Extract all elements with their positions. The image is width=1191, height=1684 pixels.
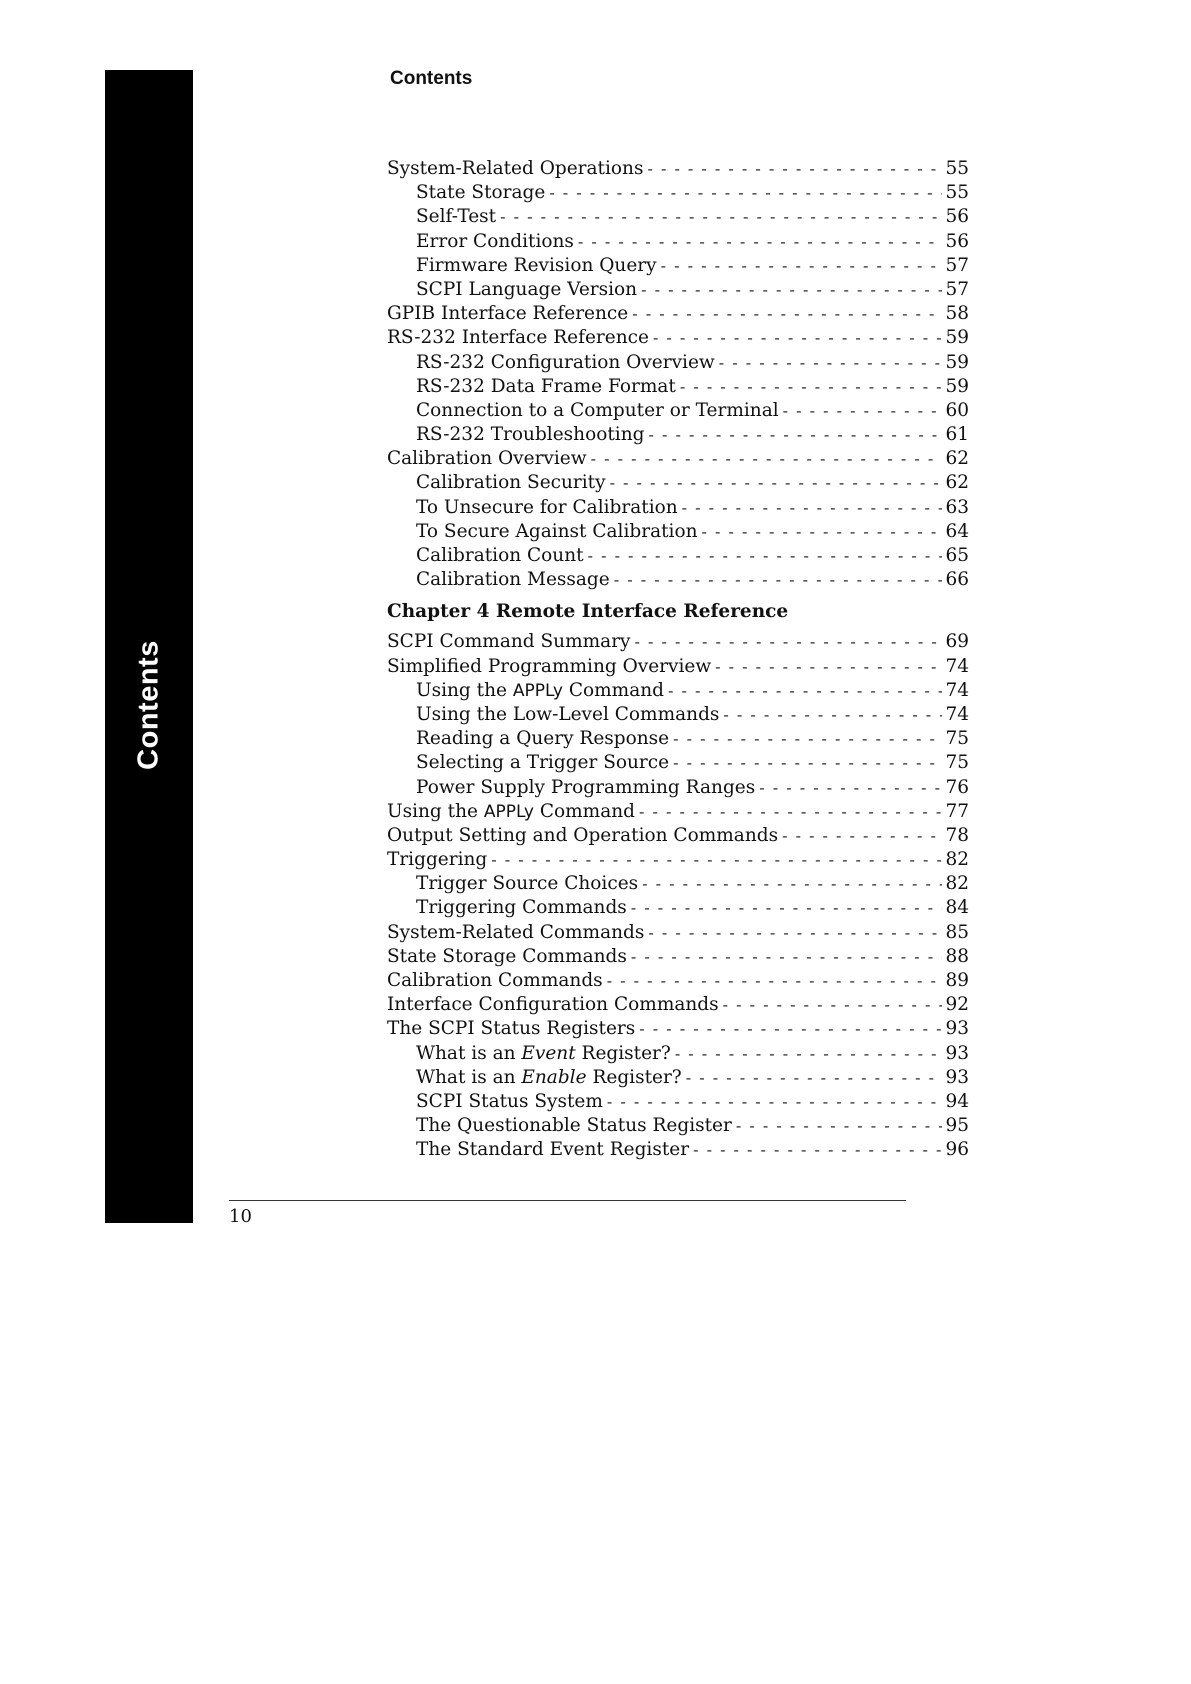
toc-entry-title: Connection to a Computer or Terminal [416,399,779,421]
toc-entry[interactable] [387,1017,969,1041]
toc-entry-page: 75 [945,752,969,774]
toc-entry-page: 93 [945,1018,969,1040]
toc-entry-page: 60 [945,399,969,421]
toc-entry-page: 58 [945,303,969,325]
toc-entry[interactable] [387,751,969,775]
toc-entry[interactable] [387,375,969,399]
toc-entry-title: Triggering Commands [416,897,627,919]
toc-entry-page: 69 [945,631,969,653]
toc-entry[interactable] [387,1114,969,1138]
toc-entry-title: Trigger Source Choices [416,873,639,895]
dot-leader [693,1138,942,1162]
toc-entry-title: System-Related Operations [387,158,644,179]
toc-entry-page: 82 [945,873,969,895]
dot-leader [682,496,943,520]
dot-leader [632,302,942,326]
toc-entry-title: The Questionable Status Register [416,1115,732,1137]
toc-entry-page: 77 [945,800,969,822]
toc-entry-title: Triggering [387,849,488,871]
toc-entry-page: 65 [945,545,969,566]
toc-entry-page: 82 [945,849,969,871]
toc-entry-page: 55 [945,158,969,179]
toc-entry-title: Simplified Programming Overview [387,655,712,677]
dot-leader [647,157,942,181]
dot-leader [723,703,942,727]
dot-leader [607,1090,943,1114]
toc-section-b [387,630,969,1162]
page-header-title: Contents [390,68,473,89]
side-tab [105,70,193,1223]
footer-rule [229,1200,906,1201]
code-keyword: APPLy [512,680,563,701]
toc-entry[interactable] [387,181,969,205]
toc-entry-page: 85 [945,921,969,943]
toc-entry[interactable] [387,496,969,520]
toc-entry-title: Output Setting and Operation Commands [387,824,779,846]
toc-entry[interactable] [387,399,969,423]
toc-entry[interactable] [387,520,969,544]
toc-entry-title: The SCPI Status Registers [387,1018,636,1040]
toc-entry[interactable] [387,230,969,254]
dot-leader [642,872,942,896]
toc-entry-title: Power Supply Programming Ranges [416,776,756,798]
toc-entry-title: What is an Enable Register? [416,1066,682,1088]
toc-entry-title: RS-232 Troubleshooting [416,424,645,446]
toc-entry-title: RS-232 Interface Reference [387,327,649,349]
emphasis: Event [521,1042,576,1064]
toc-entry-page: 78 [945,824,969,846]
dot-leader [680,375,943,399]
toc-entry[interactable] [387,254,969,278]
dot-leader [631,945,943,969]
dot-leader [591,447,943,471]
dot-leader [648,921,942,945]
dot-leader [500,205,942,229]
toc-entry-title: Calibration Commands [387,970,603,991]
toc-entry-page: 94 [945,1090,969,1112]
dot-leader [759,776,942,800]
toc-entry-title: GPIB Interface Reference [387,303,629,325]
toc-entry[interactable] [387,872,969,896]
toc-entry-title: Using the APPLy Command [387,800,635,822]
toc-section-a [387,157,969,592]
dot-leader [607,969,943,993]
toc-entry[interactable] [387,351,969,375]
toc-entry-page: 56 [945,206,969,228]
toc-entry[interactable] [387,969,969,993]
dot-leader [673,751,942,775]
toc-entry-page: 61 [945,424,969,446]
toc-entry-page: 96 [945,1139,969,1161]
toc-entry-title: To Secure Against Calibration [416,520,698,542]
dot-leader [641,278,942,302]
dot-leader [719,351,943,375]
dot-leader [491,848,942,872]
toc-entry-title: State Storage Commands [387,945,627,967]
toc-entry-title: Calibration Overview [387,448,587,470]
toc-entry[interactable] [387,921,969,945]
toc-entry[interactable] [387,471,969,495]
toc-entry-title: System-Related Commands [387,921,645,943]
toc-entry[interactable] [387,568,969,592]
toc-entry[interactable] [387,824,969,848]
toc-entry-page: 63 [945,496,969,518]
toc-entry-title: Self-Test [416,206,497,228]
toc-entry[interactable] [387,1042,969,1066]
toc-entry-page: 59 [945,327,969,349]
dot-leader [614,568,943,592]
toc-entry-title: Calibration Message [416,569,610,591]
toc-entry-title: Reading a Query Response [416,728,670,750]
toc-entry-title: RS-232 Data Frame Format [416,375,676,397]
toc-entry[interactable] [387,302,969,326]
dot-leader [639,1017,942,1041]
dot-leader [631,896,943,920]
toc-entry-title: The Standard Event Register [416,1139,690,1161]
toc-entry-page: 56 [945,230,969,252]
toc-entry-page: 59 [945,351,969,373]
dot-leader [648,423,942,447]
toc-entry[interactable] [387,630,969,654]
dot-leader [588,544,943,568]
toc-entry-title: SCPI Status System [416,1090,603,1112]
toc-entry-page: 95 [945,1115,969,1137]
dot-leader [736,1114,943,1138]
dot-leader [723,993,943,1017]
toc-entry-title: Using the APPLy Command [416,679,664,701]
toc-entry-page: 64 [945,520,969,542]
toc-entry[interactable] [387,727,969,751]
toc-entry-page: 74 [945,703,969,725]
toc-entry[interactable] [387,157,969,181]
toc-entry-title: RS-232 Configuration Overview [416,351,715,373]
toc-entry-title: Error Conditions [416,230,574,252]
emphasis: Enable [521,1066,587,1088]
toc-entry-page: 75 [945,728,969,750]
toc-entry-page: 74 [945,655,969,677]
code-keyword: APPLy [483,801,534,822]
dot-leader [673,727,942,751]
dot-leader [782,824,942,848]
toc-entry[interactable] [387,1066,969,1090]
toc-entry[interactable] [387,703,969,727]
toc-entry-page: 88 [945,945,969,967]
toc-entry-title: SCPI Language Version [416,278,638,300]
toc-entry-title: To Unsecure for Calibration [416,496,678,518]
page-number: 10 [229,1206,252,1227]
dot-leader [668,679,942,703]
toc-entry-page: 84 [945,897,969,919]
dot-leader [675,1042,943,1066]
toc-entry-page: 89 [945,970,969,991]
dot-leader [549,181,942,205]
toc-entry-title: SCPI Command Summary [387,631,631,653]
toc-entry-page: 92 [945,994,969,1016]
toc-entry-page: 74 [945,679,969,701]
toc-entry[interactable] [387,544,969,568]
toc-entry[interactable] [387,993,969,1017]
dot-leader [686,1066,943,1090]
dot-leader [610,471,943,495]
dot-leader [578,230,943,254]
toc-entry-page: 57 [945,278,969,300]
toc-entry[interactable] [387,945,969,969]
toc-entry[interactable] [387,1138,969,1162]
toc-entry-page: 57 [945,254,969,276]
toc-entry-title: Using the Low-Level Commands [416,703,720,725]
dot-leader [783,399,943,423]
toc-entry[interactable] [387,776,969,800]
toc-entry-page: 62 [945,472,969,494]
toc-entry-title: Firmware Revision Query [416,254,657,276]
toc-entry-page: 93 [945,1042,969,1064]
toc-entry[interactable] [387,326,969,350]
table-of-contents [387,157,969,1163]
toc-entry-page: 59 [945,375,969,397]
toc-entry[interactable] [387,1090,969,1114]
toc-entry-title: Calibration Security [416,472,606,494]
toc-entry-page: 76 [945,776,969,798]
toc-entry[interactable] [387,278,969,302]
toc-entry[interactable] [387,655,969,679]
toc-entry-title: State Storage [416,182,546,204]
toc-entry[interactable] [387,679,969,703]
toc-entry[interactable] [387,423,969,447]
toc-entry-title: What is an Event Register? [416,1042,671,1064]
dot-leader [702,520,943,544]
dot-leader [661,254,943,278]
side-tab-label: Contents [132,640,165,770]
toc-entry-page: 93 [945,1066,969,1088]
chapter-heading: Chapter 4 Remote Interface Reference [387,601,789,623]
dot-leader [653,326,943,350]
toc-entry[interactable] [387,896,969,920]
toc-entry-title: Selecting a Trigger Source [416,752,670,774]
toc-entry-page: 55 [945,182,969,204]
toc-entry[interactable] [387,205,969,229]
toc-entry-title: Calibration Count [416,545,584,566]
toc-entry-page: 66 [945,569,969,591]
dot-leader [635,630,943,654]
toc-entry[interactable] [387,848,969,872]
toc-entry-page: 62 [945,448,969,470]
toc-entry[interactable] [387,800,969,824]
dot-leader [715,655,942,679]
dot-leader [639,800,942,824]
toc-entry-title: Interface Configuration Commands [387,994,719,1016]
toc-entry[interactable] [387,447,969,471]
